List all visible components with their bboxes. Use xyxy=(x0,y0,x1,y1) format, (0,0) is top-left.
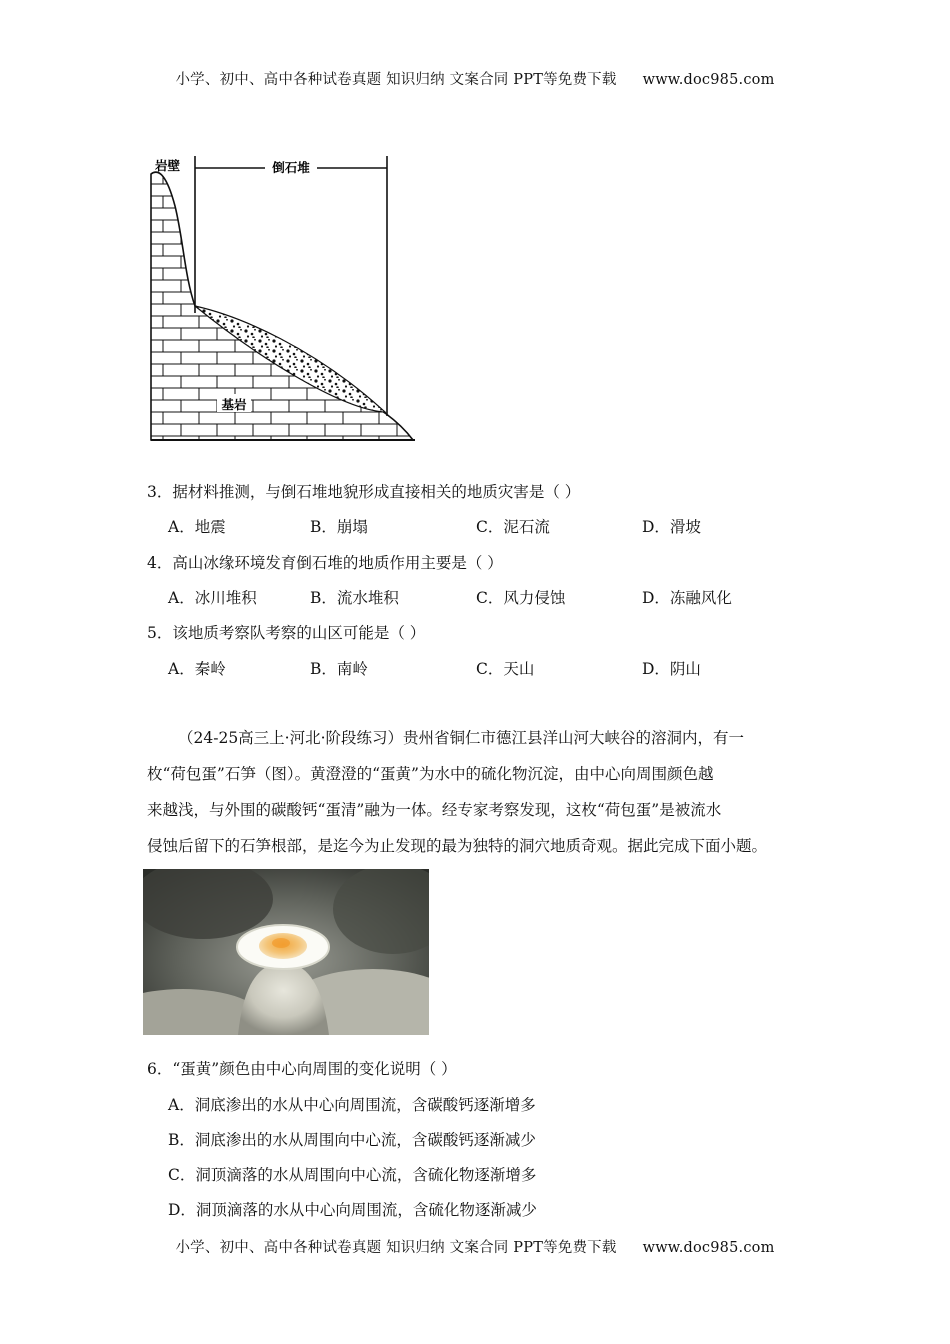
passage-line-4: 侵蚀后留下的石笋根部，是迄今为止发现的最为独特的洞穴地质奇观。据此完成下面小题。 xyxy=(147,837,768,855)
q3-option-c[interactable]: C．泥石流 xyxy=(476,518,550,536)
q6-option-c[interactable]: C．洞顶滴落的水从周围向中心流，含硫化物逐渐增多 xyxy=(168,1166,537,1184)
q5-option-d[interactable]: D．阴山 xyxy=(642,660,701,678)
footer-text: 小学、初中、高中各种试卷真题 知识归纳 文案合同 PPT等免费下载 xyxy=(175,1240,617,1256)
question-3-stem: 3．据材料推测，与倒石堆地貌形成直接相关的地质灾害是（ ） xyxy=(147,483,581,501)
label-wall: 岩壁 xyxy=(155,158,181,173)
talus-diagram xyxy=(145,148,420,448)
q6-option-d[interactable]: D．洞顶滴落的水从中心向周围流，含硫化物逐渐减少 xyxy=(168,1201,537,1219)
q4-option-c[interactable]: C．风力侵蚀 xyxy=(476,589,566,607)
stalagmite-photo xyxy=(143,869,429,1035)
q5-option-c[interactable]: C．天山 xyxy=(476,660,535,678)
q6-option-b[interactable]: B．洞底渗出的水从周围向中心流，含碳酸钙逐渐减少 xyxy=(168,1131,536,1149)
header-url[interactable]: www.doc985.com xyxy=(642,72,775,88)
question-4-stem: 4．高山冰缘环境发育倒石堆的地质作用主要是（ ） xyxy=(147,554,503,572)
question-6-stem: 6．“蛋黄”颜色由中心向周围的变化说明（ ） xyxy=(147,1060,457,1078)
passage-line-3: 来越浅，与外围的碳酸钙“蛋清”融为一体。经专家考察发现，这枚“荷包蛋”是被流水 xyxy=(147,801,722,819)
q3-option-a[interactable]: A．地震 xyxy=(168,518,226,536)
q3-option-b[interactable]: B．崩塌 xyxy=(310,518,368,536)
q6-option-a[interactable]: A．洞底渗出的水从中心向周围流，含碳酸钙逐渐增多 xyxy=(168,1096,536,1114)
page-header xyxy=(0,68,950,89)
passage-line-2: 枚“荷包蛋”石笋（图）。黄澄澄的“蛋黄”为水中的硫化物沉淀，由中心向周围颜色越 xyxy=(147,765,714,783)
q5-option-b[interactable]: B．南岭 xyxy=(310,660,368,678)
passage xyxy=(147,720,807,864)
q4-option-a[interactable]: A．冰川堆积 xyxy=(168,589,257,607)
page-footer xyxy=(0,1236,950,1257)
passage-line-1: （24-25高三上·河北·阶段练习）贵州省铜仁市德江县洋山河大峡谷的溶洞内，有一 xyxy=(178,729,745,747)
q4-option-b[interactable]: B．流水堆积 xyxy=(310,589,399,607)
label-bedrock: 基岩 xyxy=(221,397,247,412)
q4-option-d[interactable]: D．冻融风化 xyxy=(642,589,732,607)
bedrock-region xyxy=(151,172,413,440)
q5-option-a[interactable]: A．秦岭 xyxy=(168,660,226,678)
footer-url[interactable]: www.doc985.com xyxy=(642,1240,775,1256)
label-talus: 倒石堆 xyxy=(272,160,310,175)
header-text: 小学、初中、高中各种试卷真题 知识归纳 文案合同 PPT等免费下载 xyxy=(175,72,617,88)
q3-option-d[interactable]: D．滑坡 xyxy=(642,518,701,536)
question-5-stem: 5．该地质考察队考察的山区可能是（ ） xyxy=(147,624,426,642)
